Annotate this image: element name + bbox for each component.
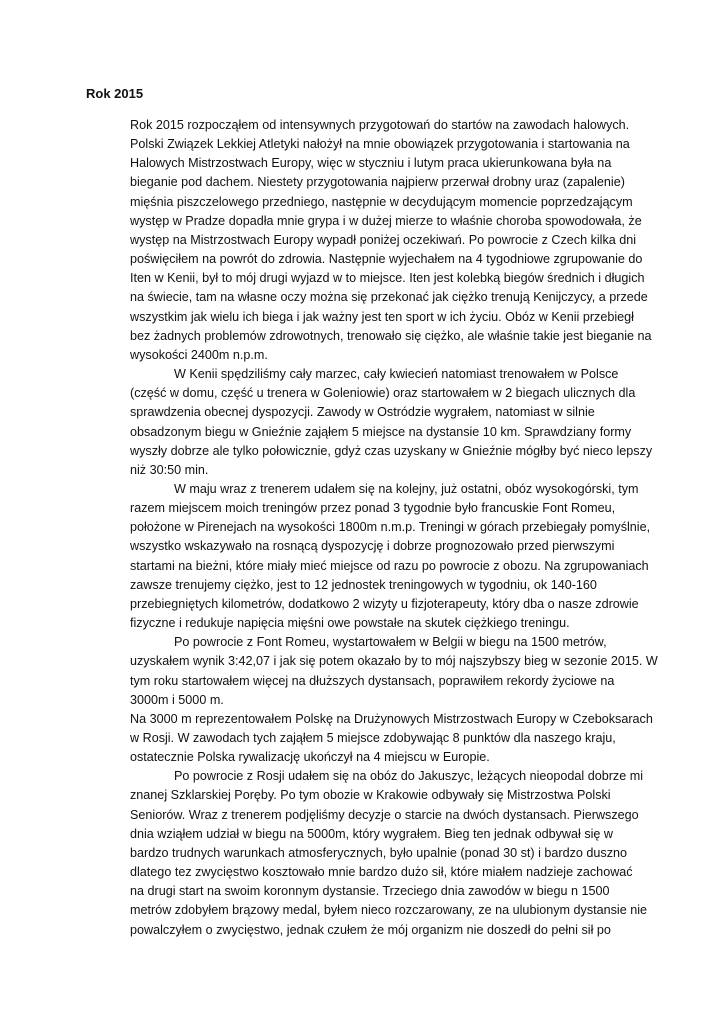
text-line: bardzo trudnych warunkach atmosferycznych, było upalnie (ponad 30 st) i bardzo duszno (130, 845, 628, 860)
text-line: mięśnia piszczelowego przedniego, następnie w decydującym momencie poprzedzającym (130, 194, 633, 209)
text-line: przebiegniętych kilometrów, dodatkowo 2 wizyty u fizjoterapeuty, który dba o nasze zdrowie (130, 596, 639, 611)
text-line: występ na Mistrzostwach Europy wypadł poniżej oczekiwań. Po powrocie z Czech kilka dni (130, 232, 637, 247)
text-line: na drugi start na swoim koronnym dystansie. Trzeciego dnia zawodów w biegu n 1500 (130, 884, 610, 899)
text-line: wyszły dobrze ale tylko połowicznie, gdyż czas uzyskany w Gnieźnie mógłby być nieco lepszy (130, 443, 653, 458)
text-line: położone w Pirenejach na wysokości 1800m n.m.p. Treningi w górach przebiegały pomyślnie, (130, 520, 651, 535)
text-line: W maju wraz z trenerem udałem się na kolejny, już ostatni, obóz wysokogórski, tym (174, 481, 639, 496)
text-line: (część w domu, część u trenera w Goleniowie) oraz startowałem w 2 biegach ulicznych dla (130, 386, 636, 401)
text-line: obsadzonym biegu w Gnieźnie zająłem 5 miejsce na dystansie 10 km. Sprawdziany formy (130, 424, 632, 439)
text-line: poświęciłem na powrót do zdrowia. Następnie wyjechałem na 4 tygodniowe zgrupowanie do (130, 252, 643, 267)
text-line: Seniorów. Wraz z trenerem podjęliśmy decyzje o starcie na dwóch dystansach. Pierwszego (130, 807, 639, 822)
text-line: wysokości 2400m n.p.m. (130, 347, 268, 362)
text-line: znanej Szklarskiej Poręby. Po tym obozie w Krakowie odbywały się Mistrzostwa Polski (130, 788, 611, 803)
text-line: uzyskałem wynik 3:42,07 i jak się potem okazało by to mój najszybszy bieg w sezonie 2015. W (130, 654, 658, 669)
text-line: startami na bieżni, które miały mieć miejsce od razu po powrocie z obozu. Na zgrupowaniach (130, 558, 649, 573)
document-title: Rok 2015 (86, 86, 144, 101)
text-line: sprawdzenia obecnej dyspozycji. Zawody w Ostródzie wygrałem, natomiast w silnie (130, 405, 595, 420)
text-line: tym roku startowałem więcej na dłuższych dystansach, poprawiłem rekordy życiowe na (130, 673, 615, 688)
text-line: Halowych Mistrzostwach Europy, więc w styczniu i lutym praca ukierunkowana była na (130, 156, 612, 171)
text-line: dnia wziąłem udział w biegu na 5000m, który wygrałem. Bieg ten jednak odbywał się w (130, 826, 614, 841)
text-line: Po powrocie z Rosji udałem się na obóz do Jakuszyc, leżących nieopodal dobrze mi (174, 769, 644, 784)
text-line: występ w Pradze dopadła mnie grypa i w dużej mierze to właśnie choroba spowodowała, że (130, 213, 642, 228)
text-line: ostatecznie Polska rywalizację ukończył na 4 miejscu w Europie. (130, 750, 490, 765)
text-line: wszystko wskazywało na rosnącą dyspozycję i dobrze prognozowało przed pierwszymi (130, 539, 615, 554)
text-line: 3000m i 5000 m. (130, 692, 224, 707)
text-line: wszystkim jak wielu ich biega i jak ważny jest ten sport w ich życiu. Obóz w Kenii przebiegł (130, 309, 634, 324)
text-line: razem miejscem moich treningów przez ponad 3 tygodnie było francuskie Font Romeu, (130, 501, 616, 516)
text-line: metrów zdobyłem brązowy medal, byłem nieco rozczarowany, ze na ulubionym dystansie nie (130, 903, 648, 918)
text-line: powalczyłem o zwycięstwo, jednak czułem że mój organizm nie doszedł do pełni sił po (130, 922, 611, 937)
text-line: Polski Związek Lekkiej Atletyki nałożył na mnie obowiązek przygotowania i startowania na (130, 137, 630, 152)
text-line: niż 30:50 min. (130, 462, 209, 477)
text-line: W Kenii spędziliśmy cały marzec, cały kwiecień natomiast trenowałem w Polsce (174, 367, 619, 382)
text-line: Po powrocie z Font Romeu, wystartowałem w Belgii w biegu na 1500 metrów, (174, 635, 607, 650)
text-line: w Rosji. W zawodach tych zająłem 5 miejsce zdobywając 8 punktów dla naszego kraju, (130, 731, 616, 745)
text-line: Iten w Kenii, był to mój drugi wyjazd w to miejsce. Iten jest kolebką biegów średnich i długich (130, 271, 645, 286)
document-body (130, 116, 658, 940)
text-line: Rok 2015 rozpocząłem od intensywnych przygotowań do startów na zawodach halowych. (130, 118, 630, 132)
text-line: bez żadnych problemów zdrowotnych, trenowało się ciężko, ale właśnie takie jest bieganie na (130, 328, 652, 343)
text-line: bieganie pod dachem. Niestety przygotowania najpierw przerwał drobny uraz (zapalenie) (130, 175, 625, 190)
text-line: zawsze trenujemy ciężko, jest to 12 jednostek treningowych w tygodniu, ok 140-160 (130, 577, 597, 592)
text-line: dlatego tez zwycięstwo kosztowało mnie bardzo dużo sił, które miałem nadzieje zachować (130, 865, 633, 880)
text-line: Na 3000 m reprezentowałem Polskę na Drużynowych Mistrzostwach Europy w Czeboksarach (130, 711, 653, 726)
text-line: fizyczne i redukuje napięcia mięśni owe powstałe na skutek ciężkiego treningu. (130, 616, 570, 631)
text-line: na świecie, tam na własne oczy można się przekonać jak ciężko trenują Kenijczycy, a przede (130, 290, 648, 305)
